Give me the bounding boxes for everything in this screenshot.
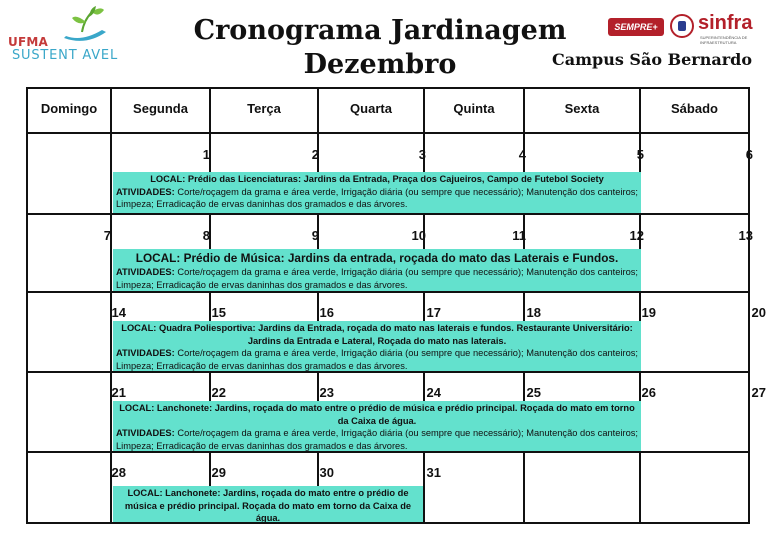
weekday-header: Sexta [564, 101, 600, 116]
title-line-1: Cronograma Jardinagem [193, 15, 567, 46]
weekday-header: Sábado [671, 101, 718, 116]
activities-label: ATIVIDADES: [116, 428, 175, 438]
activities-description: Corte/roçagem da grama e área verde, Irrigação diária (ou sempre que necessário); Manutenção dos canteiros; Limpeza; Erradicação de ervas daninhas dos gramados e das árvores. [116, 428, 638, 451]
day-number: 30 [319, 465, 334, 480]
weekday-header: Domingo [40, 101, 98, 116]
activity-band [113, 321, 641, 371]
day-number: 17 [426, 305, 441, 320]
day-number: 19 [641, 305, 656, 320]
grid-line [26, 291, 750, 293]
day-number: 2 [311, 147, 319, 162]
local-text: LOCAL: Lanchonete: Jardins, roçada do mato entre o prédio de música e prédio principal. Roçada do mato em torno da Caixa de água. [124, 488, 412, 522]
activities-label: ATIVIDADES: [116, 348, 175, 358]
activity-band [113, 172, 641, 213]
day-number: 10 [411, 228, 426, 243]
sprout-icon [62, 6, 108, 42]
university-seal-icon [670, 14, 694, 38]
day-number: 27 [751, 385, 766, 400]
day-number: 31 [426, 465, 441, 480]
day-number: 22 [211, 385, 226, 400]
activities-label: ATIVIDADES: [116, 267, 175, 277]
activities-description: Corte/roçagem da grama e área verde, Irrigação diária (ou sempre que necessário); Manutenção dos canteiros; Limpeza; Erradicação de ervas daninhas dos gramados e das árvores. [116, 186, 638, 209]
activities-label: ATIVIDADES: [116, 186, 175, 197]
day-number: 16 [319, 305, 334, 320]
local-text: LOCAL: Prédio das Licenciaturas: Jardins da Entrada, Praça dos Cajueiros, Campo de Futebol Society [150, 174, 604, 184]
ufma-sustentavel-logo [6, 6, 124, 68]
title-line-2: Dezembro [303, 49, 457, 80]
sinfra-wordmark: sinfra [698, 12, 753, 34]
sinfra-logo [608, 12, 756, 44]
local-text: LOCAL: Quadra Poliesportiva: Jardins da Entrada, roçada do mato nas laterais e fundos. Restaurante Universitário: Jardins da Entrada e Lateral, Roçada do mato nas laterais. [121, 323, 633, 346]
calendar-grid [26, 87, 766, 524]
day-number: 13 [738, 228, 753, 243]
day-number: 21 [111, 385, 126, 400]
activity-band [113, 401, 641, 451]
day-number: 20 [751, 305, 766, 320]
day-number: 7 [103, 228, 111, 243]
day-number: 18 [526, 305, 541, 320]
activity-band [113, 486, 423, 522]
activities-description: Corte/roçagem da grama e área verde, Irrigação diária (ou sempre que necessário); Manutenção dos canteiros; Limpeza; Erradicação de ervas daninhas dos gramados e das árvores. [116, 267, 638, 290]
weekday-header: Terça [247, 101, 281, 116]
day-number: 8 [202, 228, 210, 243]
logo-sustentavel-text: SUSTENT AVEL [12, 48, 118, 63]
day-number: 4 [518, 147, 526, 162]
activities-description: Corte/roçagem da grama e área verde, Irrigação diária (ou sempre que necessário); Manutenção dos canteiros; Limpeza; Erradicação de ervas daninhas dos gramados e das árvores. [116, 348, 638, 371]
grid-line [26, 87, 28, 524]
local-text: LOCAL: Prédio de Música: Jardins da entrada, roçada do mato das Laterais e Fundos. [135, 251, 619, 265]
activities-text [116, 186, 638, 211]
grid-line [26, 451, 750, 453]
activities-text [116, 427, 638, 451]
sempre-badge: SEMPRE+ [608, 18, 664, 36]
weekday-header: Segunda [133, 101, 188, 116]
grid-line [26, 213, 750, 215]
campus-label: Campus São Bernardo [552, 50, 753, 69]
activity-band [113, 249, 641, 291]
grid-line [26, 522, 750, 524]
weekday-header: Quinta [453, 101, 495, 116]
page-title [190, 14, 570, 82]
weekday-header: Quarta [350, 101, 392, 116]
day-number: 15 [211, 305, 226, 320]
grid-line [26, 371, 750, 373]
day-number: 3 [418, 147, 426, 162]
day-number: 28 [111, 465, 126, 480]
day-number: 1 [202, 147, 210, 162]
day-number: 25 [526, 385, 541, 400]
activities-text [116, 266, 638, 291]
day-number: 29 [211, 465, 226, 480]
local-text: LOCAL: Lanchonete: Jardins, roçada do mato entre o prédio de música e prédio principal. Roçada do mato em torno da Caixa de água. [119, 403, 635, 426]
day-number: 9 [311, 228, 319, 243]
day-number: 5 [636, 147, 644, 162]
day-number: 14 [111, 305, 126, 320]
day-number: 23 [319, 385, 334, 400]
activities-text [116, 347, 638, 371]
day-number: 6 [745, 147, 753, 162]
day-number: 24 [426, 385, 441, 400]
day-number: 11 [512, 228, 526, 243]
day-number: 26 [641, 385, 656, 400]
day-number: 12 [629, 228, 644, 243]
logo-ufma-text: UFMA [8, 35, 48, 49]
sinfra-subtitle: SUPERINTENDÊNCIA DE INFRAESTRUTURA [700, 35, 748, 45]
grid-line [26, 132, 750, 134]
